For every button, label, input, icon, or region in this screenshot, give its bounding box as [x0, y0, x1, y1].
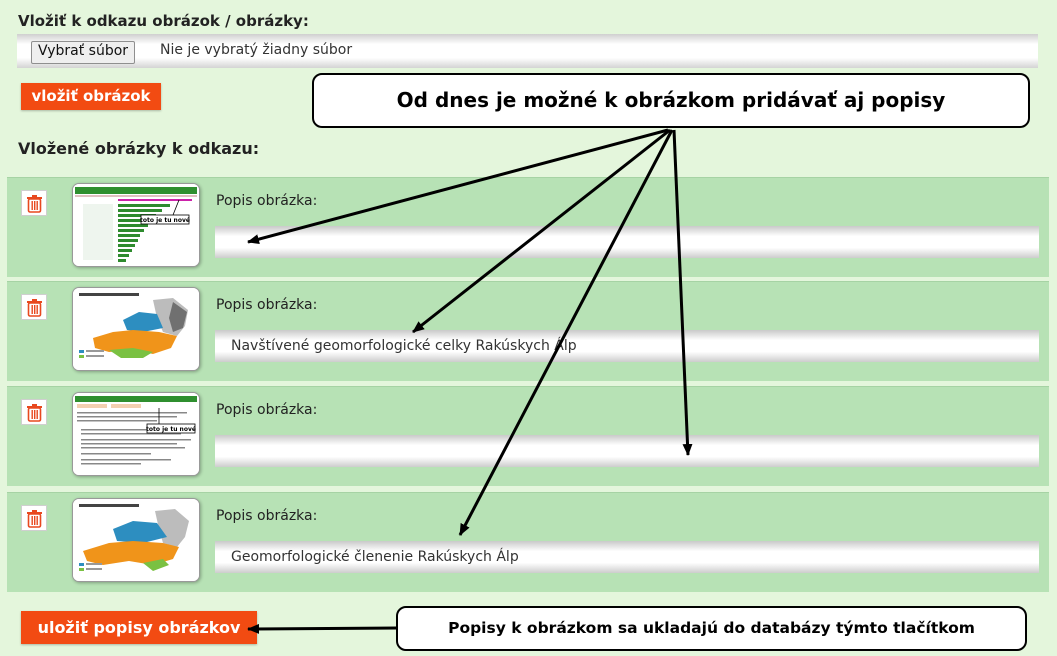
file-input[interactable] — [17, 34, 1038, 68]
trash-icon — [26, 509, 43, 528]
delete-button[interactable] — [21, 294, 47, 320]
save-descriptions-button[interactable]: uložiť popisy obrázkov — [21, 611, 257, 644]
upload-label: Vložiť k odkazu obrázok / obrázky: — [18, 12, 309, 30]
thumbnail-badge: toto je tu nové — [140, 217, 190, 224]
image-thumbnail[interactable] — [72, 287, 200, 371]
image-thumbnail[interactable] — [72, 183, 200, 267]
trash-icon — [26, 298, 43, 317]
bottom-callout: Popisy k obrázkom sa ukladajú do databázy týmto tlačítkom — [396, 606, 1027, 651]
image-row — [7, 281, 1049, 381]
arrow — [248, 628, 397, 629]
description-input[interactable]: Geomorfologické členenie Rakúskych Álp — [215, 541, 1039, 573]
image-row — [7, 177, 1049, 277]
choose-file-button[interactable]: Vybrať súbor — [31, 41, 135, 64]
top-callout: Od dnes je možné k obrázkom pridávať aj popisy — [312, 73, 1030, 128]
description-input[interactable] — [215, 226, 1039, 258]
image-row — [7, 386, 1049, 486]
text-thumbnail-image — [73, 393, 199, 475]
trash-icon — [26, 194, 43, 213]
image-row — [7, 492, 1049, 592]
file-status: Nie je vybratý žiadny súbor — [160, 42, 353, 58]
description-input[interactable]: Navštívené geomorfologické celky Rakúskych Álp — [215, 330, 1039, 362]
map-thumbnail-image — [73, 499, 199, 581]
description-label: Popis obrázka: — [216, 193, 318, 209]
thumbnail-badge: toto je tu nové — [146, 426, 196, 433]
section-title: Vložené obrázky k odkazu: — [18, 139, 260, 158]
map-thumbnail-image — [73, 288, 199, 370]
description-label: Popis obrázka: — [216, 402, 318, 418]
delete-button[interactable] — [21, 399, 47, 425]
image-thumbnail[interactable] — [72, 392, 200, 476]
insert-image-button[interactable]: vložiť obrázok — [21, 83, 161, 110]
image-thumbnail[interactable] — [72, 498, 200, 582]
description-label: Popis obrázka: — [216, 297, 318, 313]
description-label: Popis obrázka: — [216, 508, 318, 524]
trash-icon — [26, 403, 43, 422]
delete-button[interactable] — [21, 190, 47, 216]
description-input[interactable] — [215, 435, 1039, 467]
delete-button[interactable] — [21, 505, 47, 531]
chart-thumbnail-image — [73, 184, 199, 266]
